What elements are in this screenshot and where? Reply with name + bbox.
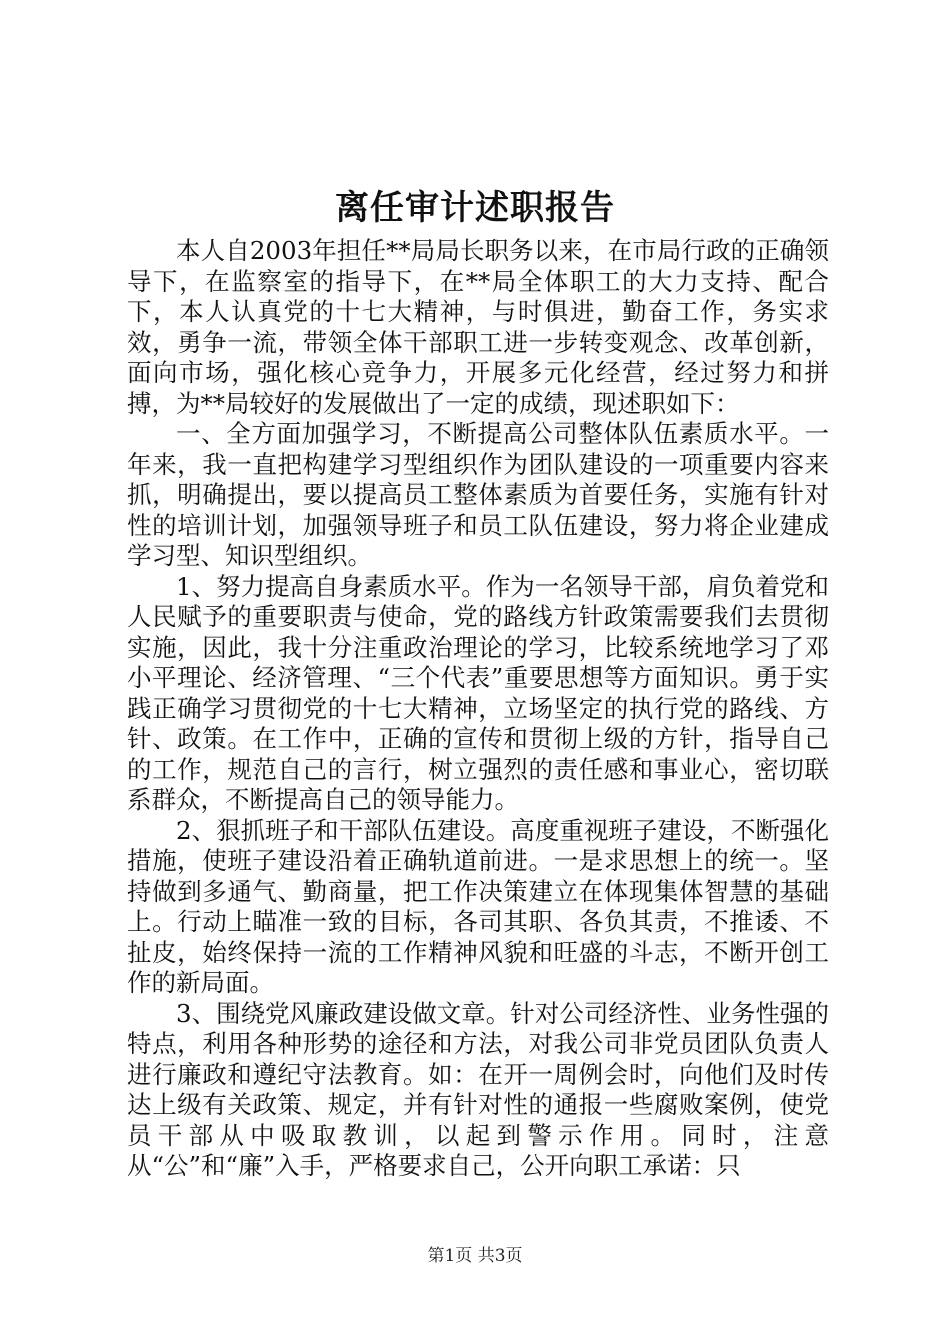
document-title: 离任审计述职报告 — [335, 188, 615, 228]
item-two-paragraph: 2、狠抓班子和干部队伍建设。高度重视班子建设，不断强化措施，使班子建设沿着正确轨道前进。一是求思想上的统一。坚持做到多通气、勤商量，把工作决策建立在体现集体智慧的基础上。行动上瞄准一致的目标，各司其职、各负其责，不推诿、不扯皮，始终保持一流的工作精神风貌和旺盛的斗志，不断开创工作的新局面。 — [127, 815, 829, 997]
page-number-footer: 第1页 共3页 — [427, 1246, 523, 1266]
intro-paragraph: 本人自2003年担任**局局长职务以来，在市局行政的正确领导下，在监察室的指导下，在**局全体职工的大力支持、配合下，本人认真党的十七大精神，与时俱进，勤奋工作，务实求效，勇争一流，带领全体干部职工进一步转变观念、改革创新，面向市场，强化核心竞争力，开展多元化经营，经过努力和拼搏，为**局较好的发展做出了一定的成绩，现述职如下： — [127, 236, 829, 418]
item-one-paragraph: 1、努力提高自身素质水平。作为一名领导干部，肩负着党和人民赋予的重要职责与使命，党的路线方针政策需要我们去贯彻实施，因此，我十分注重政治理论的学习，比较系统地学习了邓小平理论、经济管理、“三个代表”重要思想等方面知识。勇于实践正确学习贯彻党的十七大精神，立场坚定的执行党的路线、方针、政策。在工作中，正确的宣传和贯彻上级的方针，指导自己的工作，规范自己的言行，树立强烈的责任感和事业心，密切联系群众，不断提高自己的领导能力。 — [127, 571, 829, 814]
section-one-paragraph: 一、全方面加强学习，不断提高公司整体队伍素质水平。一年来，我一直把构建学习型组织作为团队建设的一项重要内容来抓，明确提出，要以提高员工整体素质为首要任务，实施有针对性的培训计划，加强领导班子和员工队伍建设，努力将企业建成学习型、知识型组织。 — [127, 419, 829, 570]
item-three-paragraph: 3、围绕党风廉政建设做文章。针对公司经济性、业务性强的特点，利用各种形势的途径和方法，对我公司非党员团队负责人进行廉政和遵纪守法教育。如：在开一周例会时，向他们及时传达上级有关政策、规定，并有针对性的通报一些腐败案例，使党员干部从中吸取教训，以起到警示作用。同时，注意从“公”和“廉”入手，严格要求自己，公开向职工承诺：只 — [127, 998, 829, 1180]
document-body — [127, 236, 829, 1182]
